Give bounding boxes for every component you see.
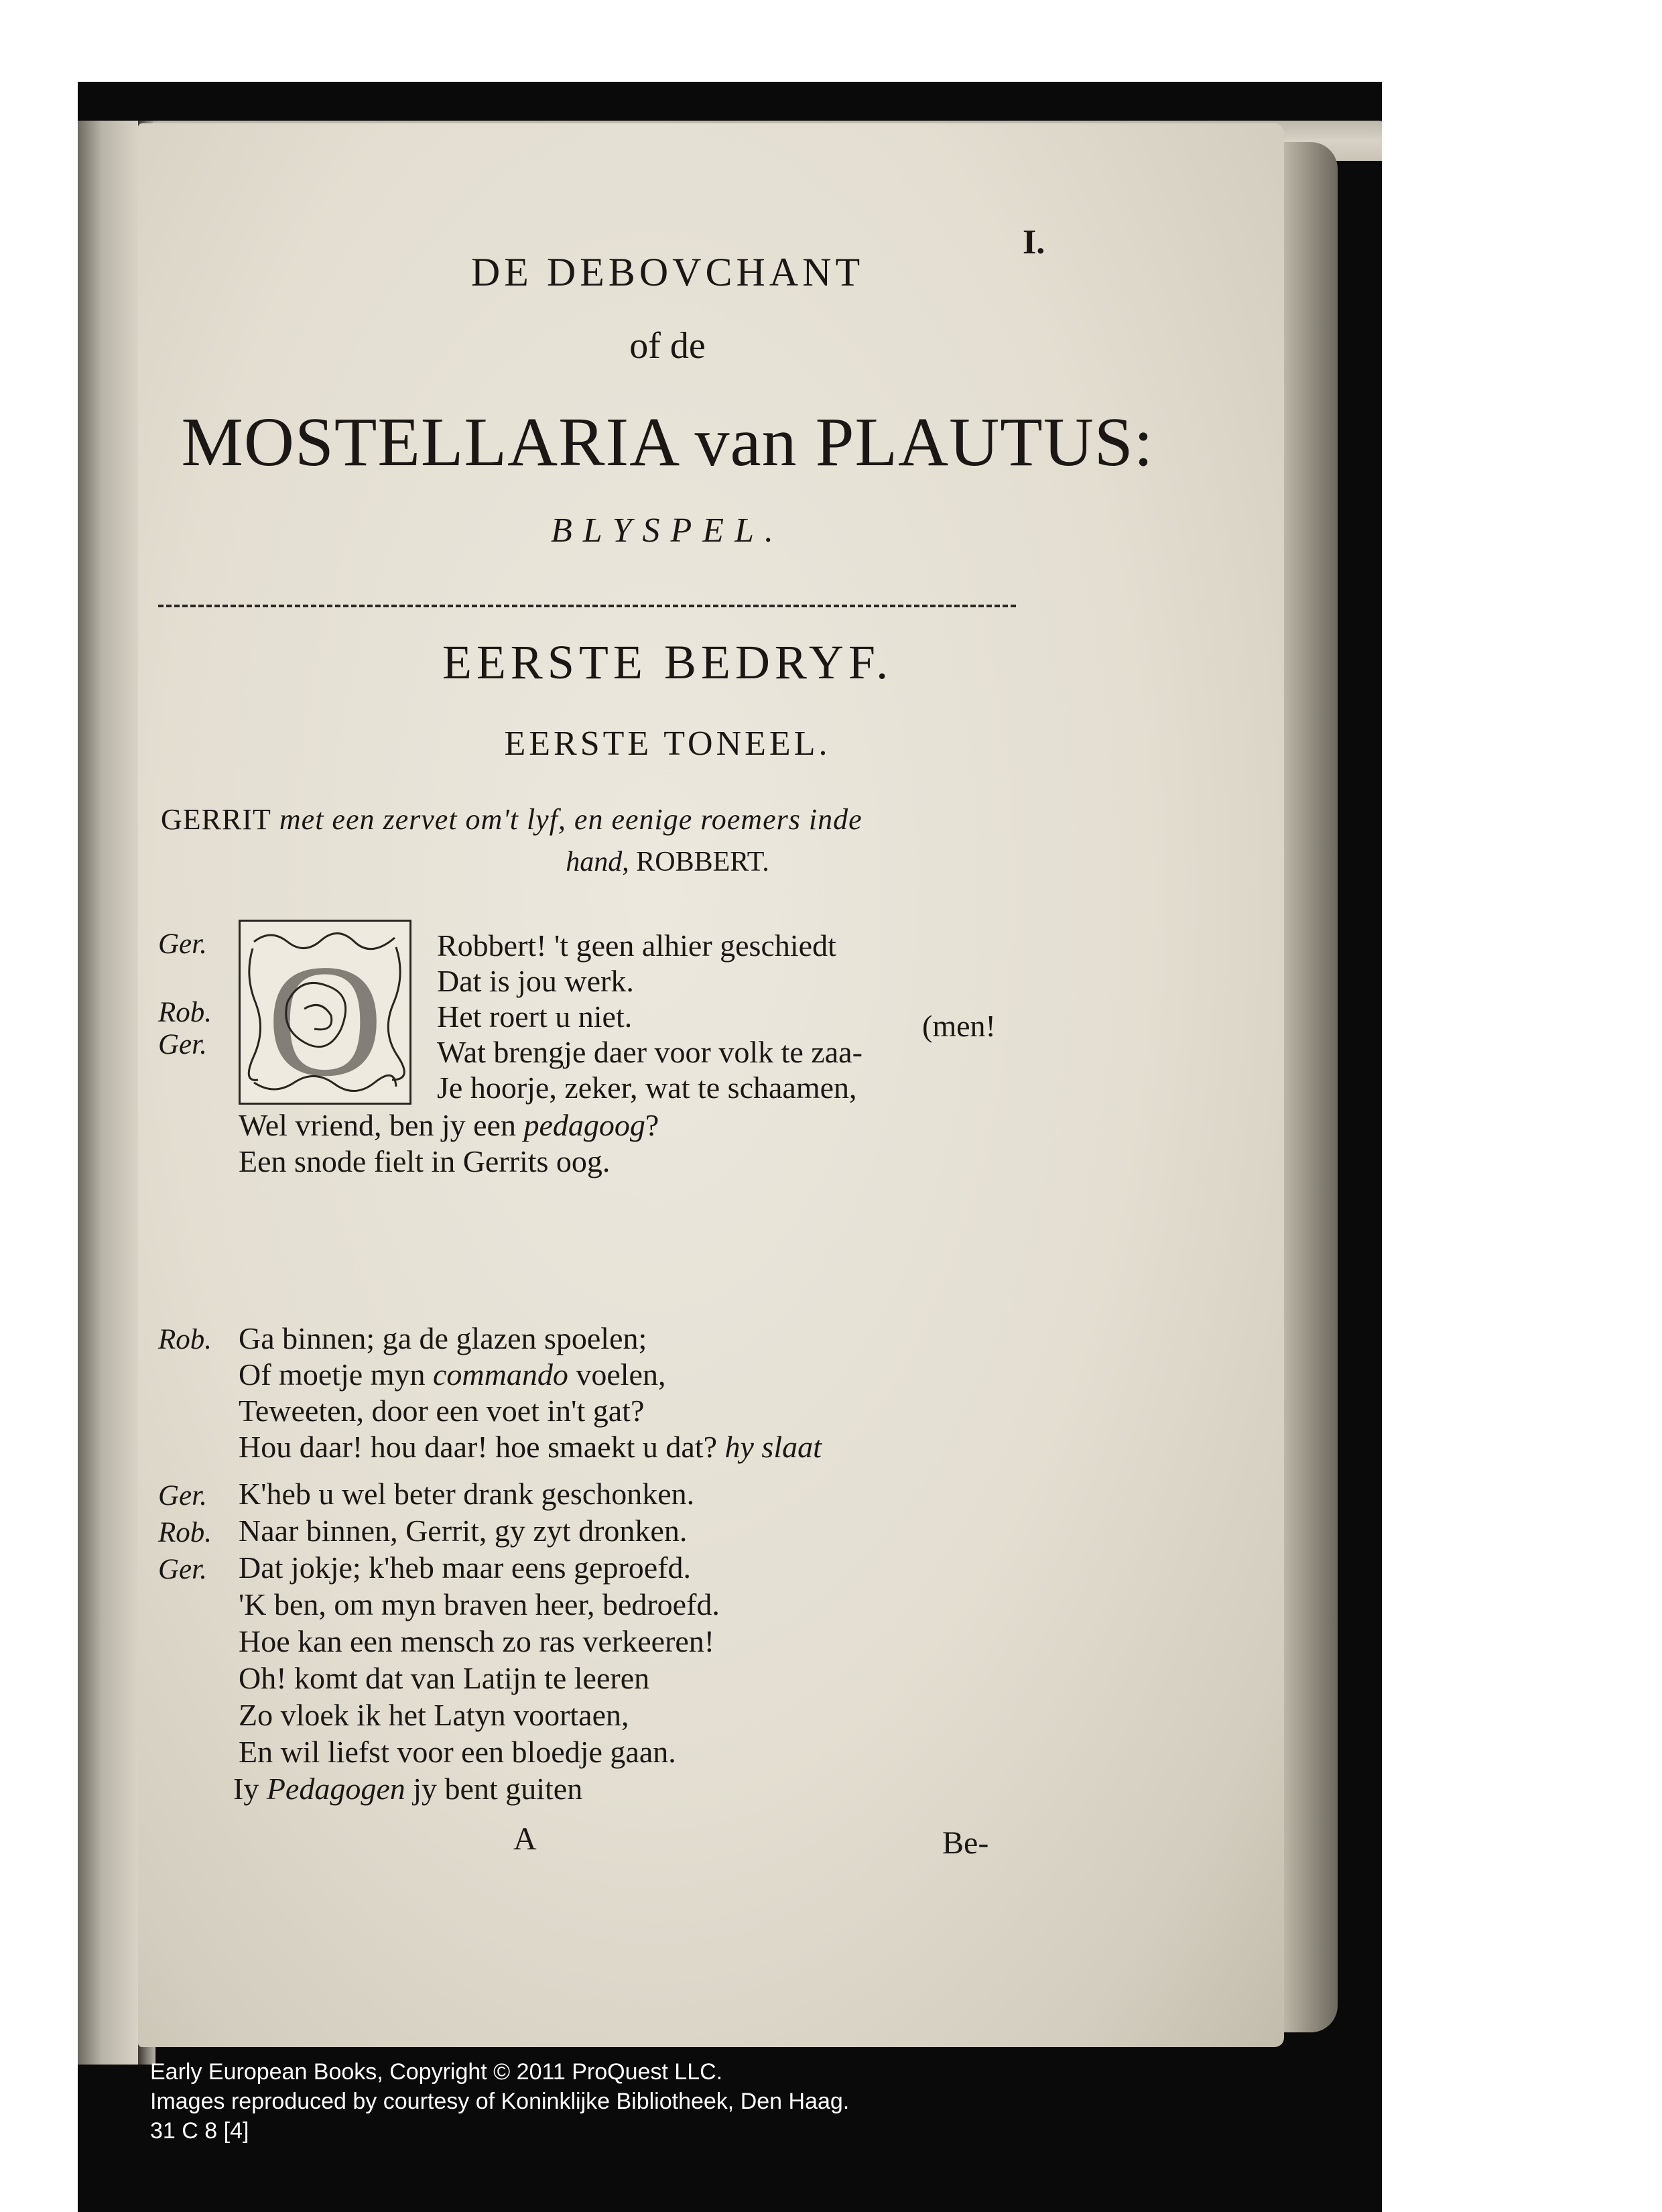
verse-line: Robbert! 't geen alhier geschiedt [437, 928, 836, 963]
verse-line: 'K ben, om myn braven heer, bedroefd. [239, 1587, 720, 1621]
verse-line: Oh! komt dat van Latijn te leeren [239, 1661, 650, 1695]
verse-text-italic: Pedagogen [266, 1772, 405, 1806]
divider-rule [158, 605, 1016, 607]
verse-line: Zo vloek ik het Latyn voortaen, [239, 1698, 629, 1732]
verse-line [239, 1429, 822, 1465]
verse-text: Of moetje myn [239, 1357, 433, 1392]
signature-mark: A [513, 1821, 537, 1857]
verse-line: Dat is jou werk. [437, 964, 634, 998]
verse-line: Ga binnen; ga de glazen spoelen; [239, 1321, 647, 1355]
speaker-label: Ger. [158, 1480, 207, 1512]
verse-text: Wel vriend, ben jy een [239, 1108, 524, 1142]
cast-line-1 [161, 802, 862, 837]
act-heading: EERSTE BEDRYF. [442, 635, 893, 689]
verse-line: En wil liefst voor een bloedje gaan. [239, 1735, 676, 1769]
stage-direction: hy slaat [724, 1430, 822, 1464]
catchword: Be- [942, 1825, 989, 1861]
title-line-2: of de [629, 325, 706, 367]
speaker-label: Ger. [158, 1554, 207, 1585]
verse-line: Wat brengje daer voor volk te zaa- [437, 1035, 862, 1069]
verse-line: Hoe kan een mensch zo ras verkeeren! [239, 1624, 715, 1658]
verse-text: voelen, [568, 1357, 666, 1392]
speaker-label: Rob. [158, 997, 212, 1028]
footer-courtesy: Images reproduced by courtesy of Koninklijke Bibliotheek, Den Haag. [150, 2089, 850, 2114]
speaker-label: Ger. [158, 928, 207, 960]
verse-line: Teweeten, door een voet in't gat? [239, 1394, 645, 1428]
scene-heading: EERSTE TONEEL. [504, 725, 831, 763]
verse-line: Het roert u niet. [437, 999, 633, 1034]
footer-shelfmark: 31 C 8 [4] [150, 2118, 249, 2144]
verse-line: Naar binnen, Gerrit, gy zyt dronken. [239, 1514, 688, 1548]
genre-label: BLYSPEL. [550, 511, 784, 550]
footer-copyright: Early European Books, Copyright © 2011 ProQuest LLC. [150, 2059, 723, 2085]
speaker-label: Rob. [158, 1324, 212, 1355]
verse-line: Dat jokje; k'heb maar eens geproefd. [239, 1550, 692, 1585]
verse-text: Hou daar! hou daar! hoe smaekt u dat? [239, 1430, 717, 1464]
verse-line: K'heb u wel beter drank geschonken. [239, 1477, 695, 1511]
verse-line [233, 1771, 582, 1806]
verse-line-overflow: (men! [922, 1009, 996, 1043]
speaker-label: Rob. [158, 1517, 212, 1548]
cast-name-robbert: ROBBERT. [636, 847, 769, 877]
drop-cap [239, 920, 411, 1105]
verse-text: jy bent guiten [405, 1772, 583, 1806]
title-line-3: MOSTELLARIA van PLAUTUS: [181, 404, 1154, 481]
cast-name-gerrit: GERRIT [161, 803, 271, 836]
verse-line [239, 1357, 665, 1392]
verse-text: ? [645, 1108, 659, 1142]
scan-image [78, 82, 1382, 2212]
drop-cap-letter: O [267, 931, 383, 1103]
title-line-1: DE DEBOVCHANT [470, 250, 865, 294]
cast-description-1: met een zervet om't lyf, en eenige roemers inde [279, 803, 862, 836]
verse-text: Iy [233, 1772, 267, 1806]
verse-line [239, 1107, 659, 1143]
verse-line: Een snode fielt in Gerrits oog. [239, 1144, 611, 1178]
cast-line-2: hand, ROBBERT. [566, 847, 769, 877]
verse-text-italic: commando [433, 1357, 568, 1392]
verse-text-italic: pedagoog [523, 1108, 645, 1142]
verse-line: Je hoorje, zeker, wat te schaamen, [437, 1070, 857, 1105]
page-text [78, 82, 1382, 2212]
speaker-label: Ger. [158, 1029, 207, 1060]
page-number: I. [1023, 223, 1045, 261]
cast-description-2: hand [566, 847, 623, 877]
ornament-icon [241, 922, 409, 1103]
